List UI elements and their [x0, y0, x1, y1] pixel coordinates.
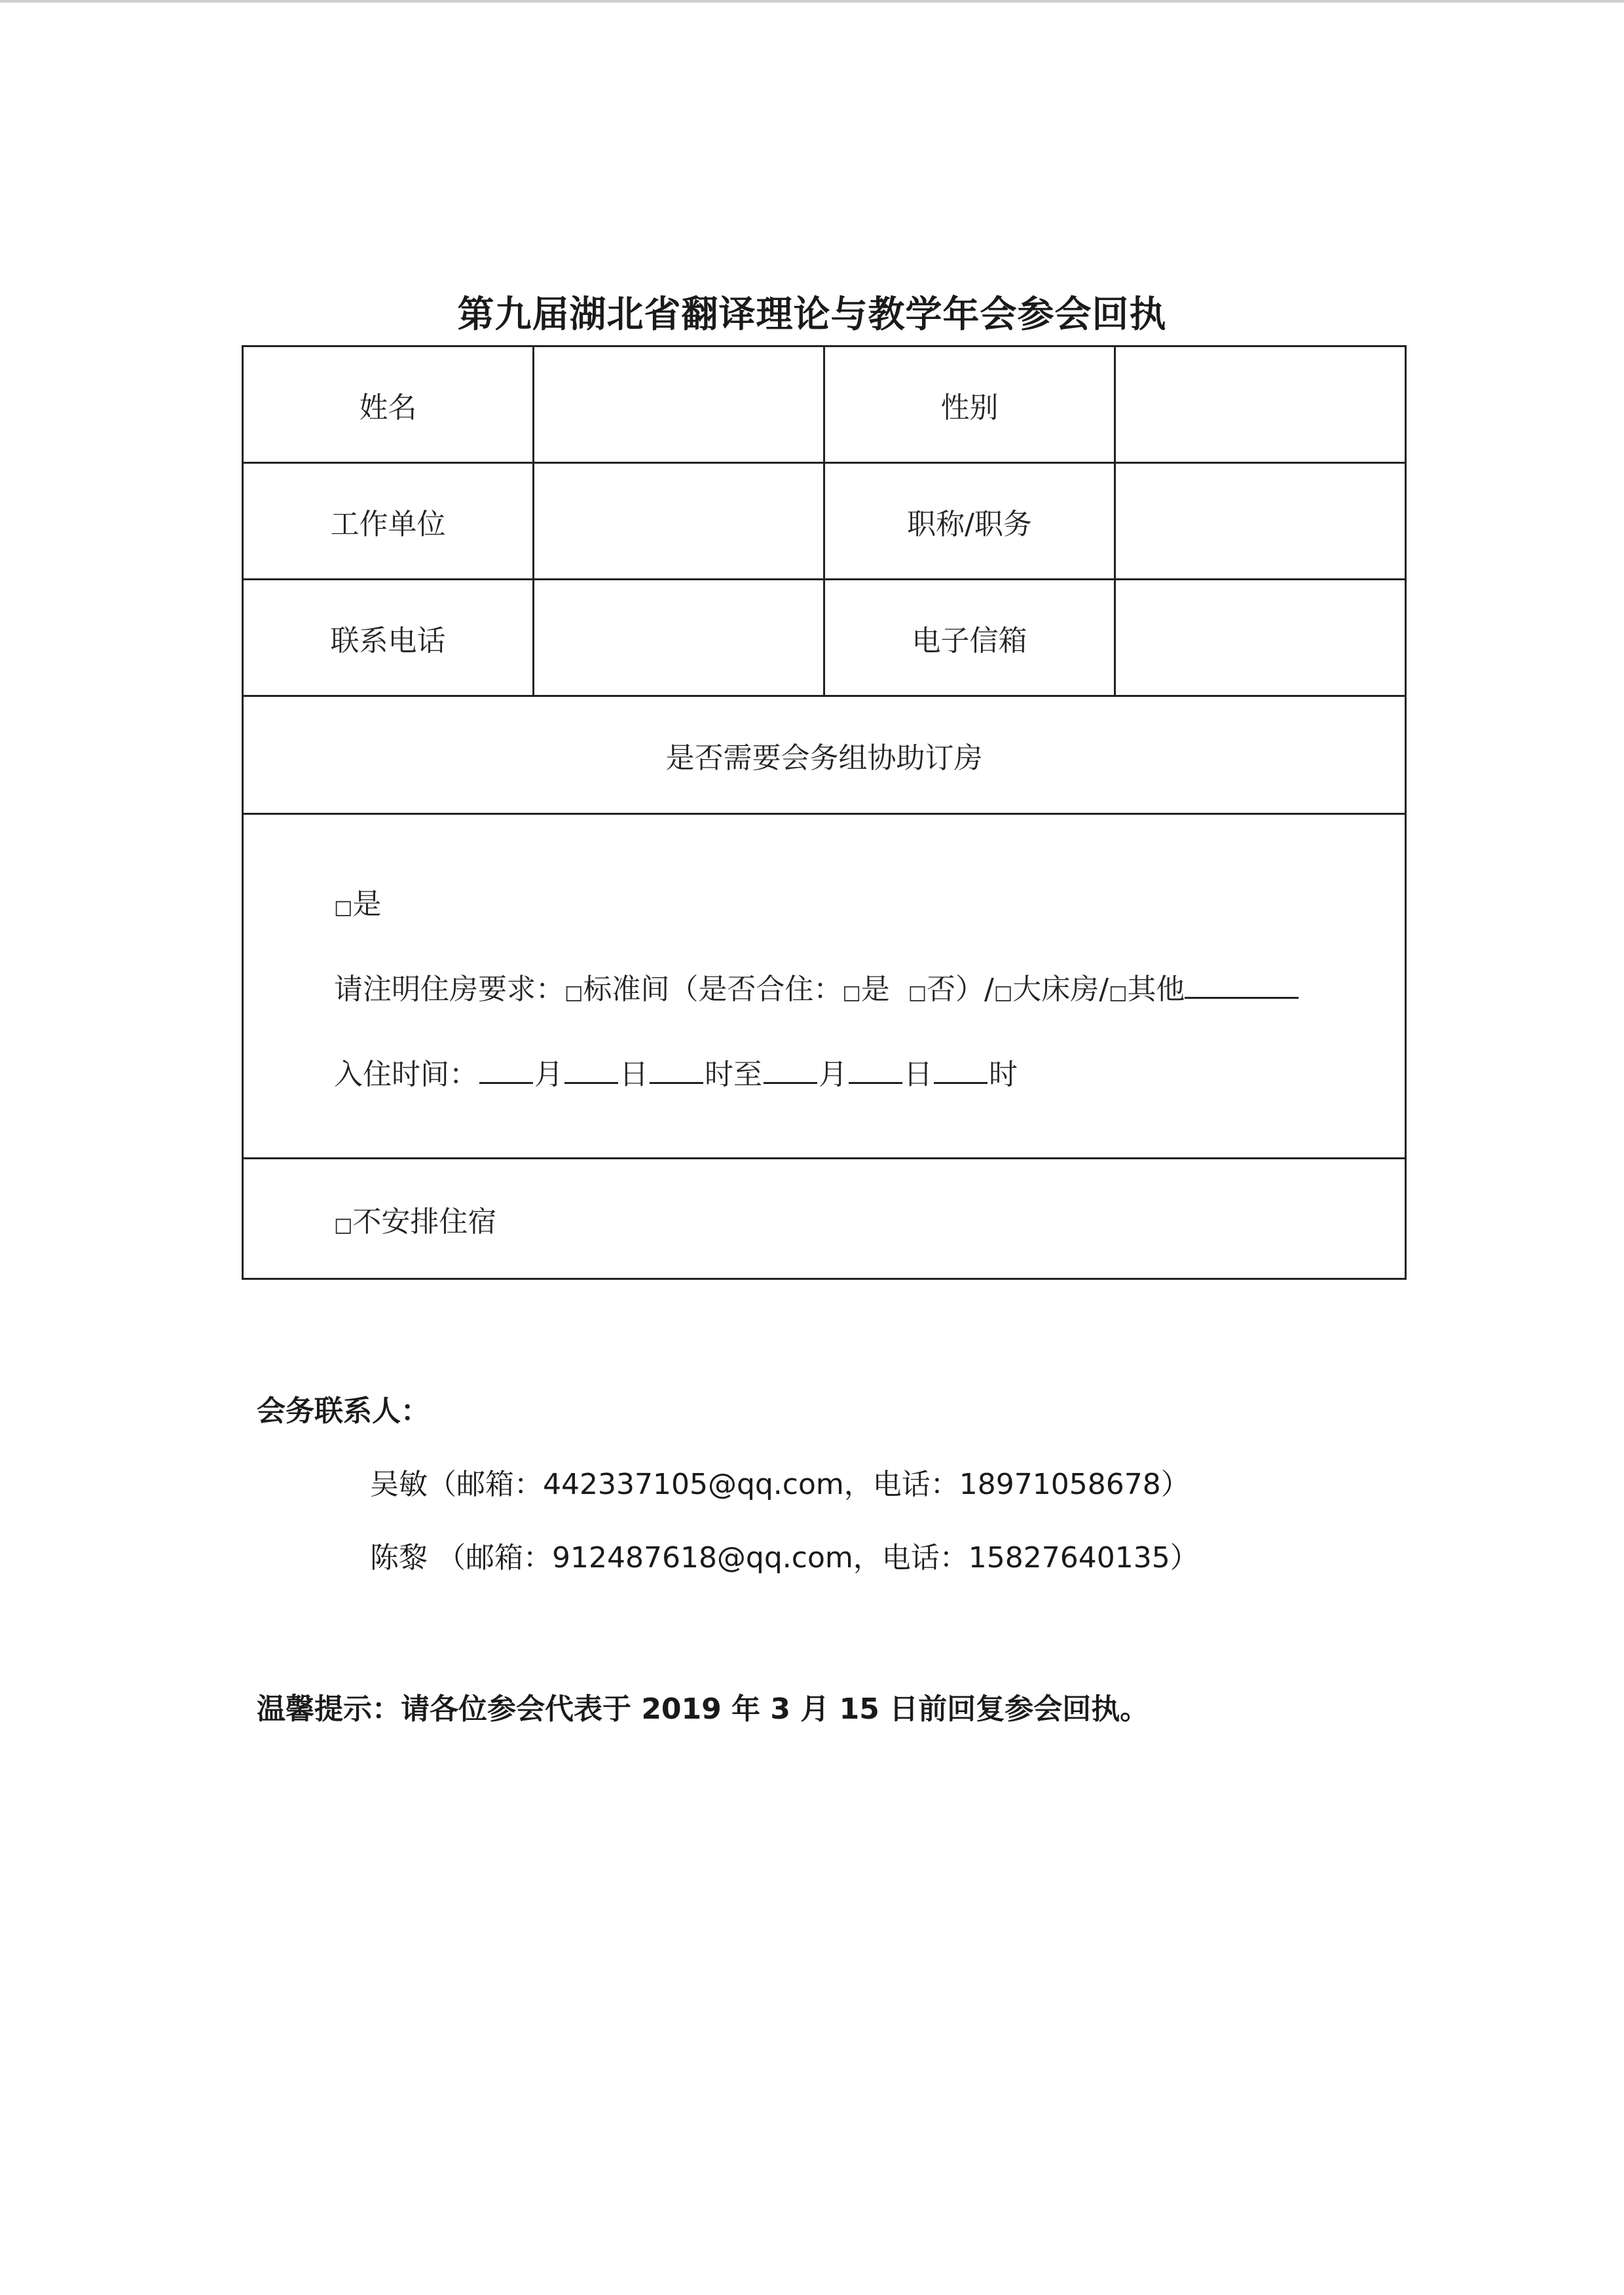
checkin-prefix: 入住时间： [334, 1058, 478, 1091]
gender-label: 性别 [824, 346, 1115, 463]
standard-checkbox[interactable]: □ [564, 981, 583, 1004]
contact-item: 陈黎 （邮箱：912487618@qq.com，电话：15827640135） [370, 1541, 1199, 1575]
document-title: 第九届湖北省翻译理论与教学年会参会回执 [457, 293, 1167, 336]
org-field[interactable] [534, 463, 824, 580]
phone-field[interactable] [534, 580, 824, 696]
yes-option [334, 880, 1405, 922]
deadline-notice: 温馨提示：请各位参会代表于 2019 年 3 月 15 日前回复参会回执。 [257, 1692, 1149, 1726]
big-bed-label: 大床房/ [1012, 973, 1109, 1006]
page-top-edge [0, 0, 1624, 3]
checkin-month-blank[interactable] [479, 1057, 533, 1084]
no-accommodation-label: 不安排住宿 [352, 1204, 497, 1239]
checkin-time-line [334, 1051, 1405, 1092]
checkin-day-label: 日 [619, 1058, 648, 1091]
gender-field[interactable] [1115, 346, 1406, 463]
form-row-booking [243, 696, 1406, 814]
checkin-hour-blank[interactable] [650, 1057, 703, 1084]
other-blank[interactable] [1185, 972, 1299, 999]
phone-label: 联系电话 [243, 580, 534, 696]
contacts-heading: 会务联系人： [257, 1394, 430, 1428]
share-yes-checkbox[interactable]: □ [842, 981, 861, 1004]
checkout-day-label: 日 [904, 1058, 932, 1091]
form-row-name [243, 346, 1406, 463]
share-no-checkbox[interactable]: □ [908, 981, 927, 1004]
yes-checkbox[interactable]: □ [334, 896, 353, 919]
name-label: 姓名 [243, 346, 534, 463]
org-label: 工作单位 [243, 463, 534, 580]
standard-label: 标准间（是否合住： [583, 973, 843, 1006]
checkout-day-blank[interactable] [849, 1057, 902, 1084]
email-field[interactable] [1115, 580, 1406, 696]
other-label: 其他 [1127, 973, 1185, 1006]
other-checkbox[interactable]: □ [1109, 981, 1128, 1004]
registration-form [242, 345, 1407, 1280]
checkout-hour-blank[interactable] [934, 1057, 987, 1084]
share-no-label: 否）/ [927, 973, 994, 1006]
room-requirement-line [334, 965, 1405, 1007]
yes-option-label: 是 [352, 887, 382, 921]
yes-cell [243, 814, 1406, 1159]
name-field[interactable] [534, 346, 824, 463]
checkin-hour-to-label: 时至 [705, 1058, 762, 1091]
booking-question: 是否需要会务组协助订房 [243, 696, 1406, 814]
form-row-yes [243, 814, 1406, 1159]
share-yes-label: 是 [860, 973, 890, 1006]
no-cell [243, 1159, 1406, 1279]
form-row-phone [243, 580, 1406, 696]
contact-item: 吴敏（邮箱：442337105@qq.com，电话：18971058678） [370, 1468, 1190, 1501]
position-field[interactable] [1115, 463, 1406, 580]
position-label: 职称/职务 [824, 463, 1115, 580]
checkin-day-blank[interactable] [564, 1057, 618, 1084]
form-row-org [243, 463, 1406, 580]
email-label: 电子信箱 [824, 580, 1115, 696]
room-prefix: 请注明住房要求： [334, 973, 564, 1006]
form-row-no [243, 1159, 1406, 1279]
no-accommodation-checkbox[interactable]: □ [334, 1213, 353, 1237]
checkout-month-label: 月 [819, 1058, 847, 1091]
big-bed-checkbox[interactable]: □ [993, 981, 1013, 1004]
checkin-month-label: 月 [534, 1058, 563, 1091]
checkout-month-blank[interactable] [764, 1057, 817, 1084]
checkout-hour-label: 时 [989, 1058, 1018, 1091]
